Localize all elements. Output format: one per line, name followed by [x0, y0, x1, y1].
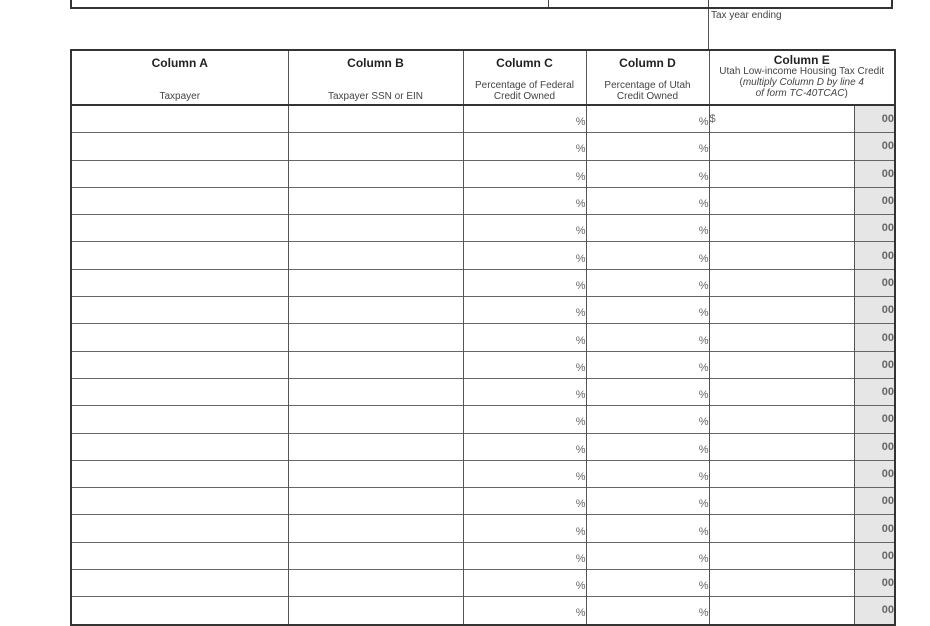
percent-sign: % [698, 607, 709, 620]
taxpayer-field[interactable] [71, 133, 288, 160]
cents-box: 00 [854, 160, 895, 187]
top-form-section [70, 0, 893, 9]
table-row [71, 597, 895, 625]
percent-sign: % [698, 498, 709, 511]
tax-year-ending-label: Tax year ending [711, 10, 782, 21]
ssn-ein-field[interactable] [288, 488, 463, 515]
federal-percentage-field[interactable] [463, 488, 586, 515]
taxpayer-field[interactable] [71, 242, 288, 269]
percent-sign: % [575, 389, 586, 402]
utah-percentage-field[interactable] [586, 297, 709, 324]
ssn-ein-field[interactable] [288, 351, 463, 378]
utah-percentage-field[interactable] [586, 242, 709, 269]
percent-sign: % [698, 252, 709, 265]
utah-percentage-field[interactable] [586, 433, 709, 460]
table-row [71, 215, 895, 242]
percent-sign: % [698, 198, 709, 211]
taxpayer-field[interactable] [71, 269, 288, 296]
table-row [71, 351, 895, 378]
federal-percentage-field[interactable] [463, 187, 586, 214]
percent-sign: % [698, 170, 709, 183]
cents-box: 00 [854, 488, 895, 515]
percent-sign: % [575, 334, 586, 347]
federal-percentage-field[interactable] [463, 105, 586, 133]
percent-sign: % [698, 116, 709, 129]
percent-sign: % [698, 279, 709, 292]
cents-box: 00 [854, 105, 895, 133]
cents-box: 00 [854, 433, 895, 460]
percent-sign: % [575, 198, 586, 211]
federal-percentage-field[interactable] [463, 433, 586, 460]
percent-sign: % [575, 416, 586, 429]
ssn-ein-field[interactable] [288, 269, 463, 296]
credit-amount-field[interactable] [709, 133, 854, 160]
ssn-ein-field[interactable] [288, 460, 463, 487]
table-row [71, 460, 895, 487]
ssn-ein-field[interactable] [288, 324, 463, 351]
percent-sign: % [698, 552, 709, 565]
ssn-ein-field[interactable] [288, 242, 463, 269]
table-row [71, 515, 895, 542]
percent-sign: % [698, 334, 709, 347]
percent-sign: % [575, 252, 586, 265]
percent-sign: % [575, 443, 586, 456]
credit-amount-field[interactable] [709, 215, 854, 242]
top-divider [708, 0, 709, 7]
cents-box: 00 [854, 269, 895, 296]
cents-box: 00 [854, 242, 895, 269]
utah-percentage-field[interactable] [586, 187, 709, 214]
ssn-ein-field[interactable] [288, 570, 463, 597]
federal-percentage-field[interactable] [463, 242, 586, 269]
percent-sign: % [575, 607, 586, 620]
federal-percentage-field[interactable] [463, 542, 586, 569]
percent-sign: % [698, 471, 709, 483]
percent-sign: % [575, 525, 586, 538]
taxpayer-field[interactable] [71, 597, 288, 625]
utah-percentage-field[interactable] [586, 488, 709, 515]
column-e-header: Column E Utah Low-income Housing Tax Credit (multiply Column D by line 4 of form TC-40TCAC) [709, 50, 895, 105]
top-divider [548, 0, 549, 7]
table-row [71, 542, 895, 569]
federal-percentage-field[interactable] [463, 133, 586, 160]
ssn-ein-field[interactable] [288, 297, 463, 324]
taxpayer-field[interactable] [71, 351, 288, 378]
credit-amount-field[interactable] [709, 460, 854, 487]
federal-percentage-field[interactable] [463, 297, 586, 324]
cents-box: 00 [854, 597, 895, 625]
percent-sign: % [698, 361, 709, 374]
ssn-ein-field[interactable] [288, 406, 463, 433]
credit-amount-field[interactable] [709, 105, 854, 133]
credit-amount-field[interactable] [709, 242, 854, 269]
taxpayer-field[interactable] [71, 406, 288, 433]
federal-percentage-field[interactable] [463, 406, 586, 433]
federal-percentage-field[interactable] [463, 160, 586, 187]
table-body [71, 105, 895, 625]
federal-percentage-field[interactable] [463, 215, 586, 242]
taxpayer-field[interactable] [71, 570, 288, 597]
cents-box: 00 [854, 324, 895, 351]
table-row [71, 105, 895, 133]
credit-amount-field[interactable] [709, 160, 854, 187]
utah-percentage-field[interactable] [586, 215, 709, 242]
federal-percentage-field[interactable] [463, 460, 586, 487]
tax-year-divider [708, 9, 709, 51]
taxpayer-field[interactable] [71, 215, 288, 242]
federal-percentage-field[interactable] [463, 351, 586, 378]
owners-table [70, 49, 896, 626]
utah-percentage-field[interactable] [586, 460, 709, 487]
percent-sign: % [698, 443, 709, 456]
ssn-ein-field[interactable] [288, 160, 463, 187]
table-row [71, 297, 895, 324]
utah-percentage-field[interactable] [586, 324, 709, 351]
utah-percentage-field[interactable] [586, 570, 709, 597]
federal-percentage-field[interactable] [463, 597, 586, 625]
taxpayer-field[interactable] [71, 488, 288, 515]
taxpayer-field[interactable] [71, 160, 288, 187]
taxpayer-field[interactable] [71, 105, 288, 133]
percent-sign: % [575, 116, 586, 129]
table-row [71, 269, 895, 296]
column-e-note: multiply Column D by line 4 of form TC-40TCAC [742, 77, 864, 99]
credit-amount-field[interactable] [709, 488, 854, 515]
table-row [71, 488, 895, 515]
taxpayer-field[interactable] [71, 460, 288, 487]
percent-sign: % [575, 279, 586, 292]
table-header-row [71, 50, 895, 105]
taxpayer-field[interactable] [71, 324, 288, 351]
dollar-sign: $ [709, 113, 716, 126]
table-row [71, 242, 895, 269]
credit-amount-field[interactable] [709, 324, 854, 351]
percent-sign: % [575, 307, 586, 320]
percent-sign: % [698, 525, 709, 538]
federal-percentage-field[interactable] [463, 570, 586, 597]
cents-box: 00 [854, 378, 895, 405]
credit-amount-field[interactable] [709, 597, 854, 625]
cents-box: 00 [854, 515, 895, 542]
utah-percentage-field[interactable] [586, 133, 709, 160]
taxpayer-field[interactable] [71, 297, 288, 324]
taxpayer-field[interactable] [71, 542, 288, 569]
table-row [71, 406, 895, 433]
percent-sign: % [575, 361, 586, 374]
percent-sign: % [575, 225, 586, 238]
taxpayer-field[interactable] [71, 187, 288, 214]
cents-box: 00 [854, 351, 895, 378]
federal-percentage-field[interactable] [463, 515, 586, 542]
percent-sign: % [575, 552, 586, 565]
credit-amount-field[interactable] [709, 351, 854, 378]
ssn-ein-field[interactable] [288, 515, 463, 542]
credit-amount-field[interactable] [709, 269, 854, 296]
ssn-ein-field[interactable] [288, 378, 463, 405]
ssn-ein-field[interactable] [288, 133, 463, 160]
ssn-ein-field[interactable] [288, 542, 463, 569]
percent-sign: % [575, 580, 586, 593]
cents-box: 00 [854, 297, 895, 324]
taxpayer-field[interactable] [71, 378, 288, 405]
credit-amount-field[interactable] [709, 570, 854, 597]
cents-box: 00 [854, 215, 895, 242]
credit-amount-field[interactable] [709, 187, 854, 214]
table-row [71, 187, 895, 214]
utah-percentage-field[interactable] [586, 515, 709, 542]
utah-percentage-field[interactable] [586, 597, 709, 625]
utah-percentage-field[interactable] [586, 160, 709, 187]
ssn-ein-field[interactable] [288, 215, 463, 242]
ssn-ein-field[interactable] [288, 187, 463, 214]
percent-sign: % [698, 416, 709, 429]
column-d-header: Column D Percentage of Utah Credit Owned [586, 50, 709, 105]
credit-amount-field[interactable] [709, 515, 854, 542]
percent-sign: % [575, 471, 586, 483]
ssn-ein-field[interactable] [288, 433, 463, 460]
percent-sign: % [698, 307, 709, 320]
taxpayer-field[interactable] [71, 433, 288, 460]
ssn-ein-field[interactable] [288, 105, 463, 133]
cents-box: 00 [854, 133, 895, 160]
column-c-header: Column C Percentage of Federal Credit Owned [463, 50, 586, 105]
credit-amount-field[interactable] [709, 542, 854, 569]
column-a-header: Column A Taxpayer [71, 50, 288, 105]
cents-box: 00 [854, 542, 895, 569]
table-row [71, 324, 895, 351]
table-row [71, 570, 895, 597]
credit-amount-field[interactable] [709, 297, 854, 324]
federal-percentage-field[interactable] [463, 324, 586, 351]
taxpayer-field[interactable] [71, 515, 288, 542]
table-row [71, 133, 895, 160]
utah-percentage-field[interactable] [586, 378, 709, 405]
cents-box: 00 [854, 187, 895, 214]
utah-percentage-field[interactable] [586, 542, 709, 569]
percent-sign: % [575, 498, 586, 511]
cents-box: 00 [854, 406, 895, 433]
table-row [71, 433, 895, 460]
percent-sign: % [698, 143, 709, 156]
percent-sign: % [698, 580, 709, 593]
credit-amount-field[interactable] [709, 406, 854, 433]
percent-sign: % [575, 143, 586, 156]
cents-box: 00 [854, 460, 895, 487]
federal-percentage-field[interactable] [463, 378, 586, 405]
table-row [71, 160, 895, 187]
percent-sign: % [575, 170, 586, 183]
credit-amount-field[interactable] [709, 378, 854, 405]
utah-percentage-field[interactable] [586, 269, 709, 296]
ssn-ein-field[interactable] [288, 597, 463, 625]
table-row [71, 378, 895, 405]
percent-sign: % [698, 389, 709, 402]
cents-box: 00 [854, 570, 895, 597]
credit-amount-field[interactable] [709, 433, 854, 460]
utah-percentage-field[interactable] [586, 406, 709, 433]
utah-percentage-field[interactable] [586, 105, 709, 133]
percent-sign: % [698, 225, 709, 238]
column-b-header: Column B Taxpayer SSN or EIN [288, 50, 463, 105]
federal-percentage-field[interactable] [463, 269, 586, 296]
utah-percentage-field[interactable] [586, 351, 709, 378]
